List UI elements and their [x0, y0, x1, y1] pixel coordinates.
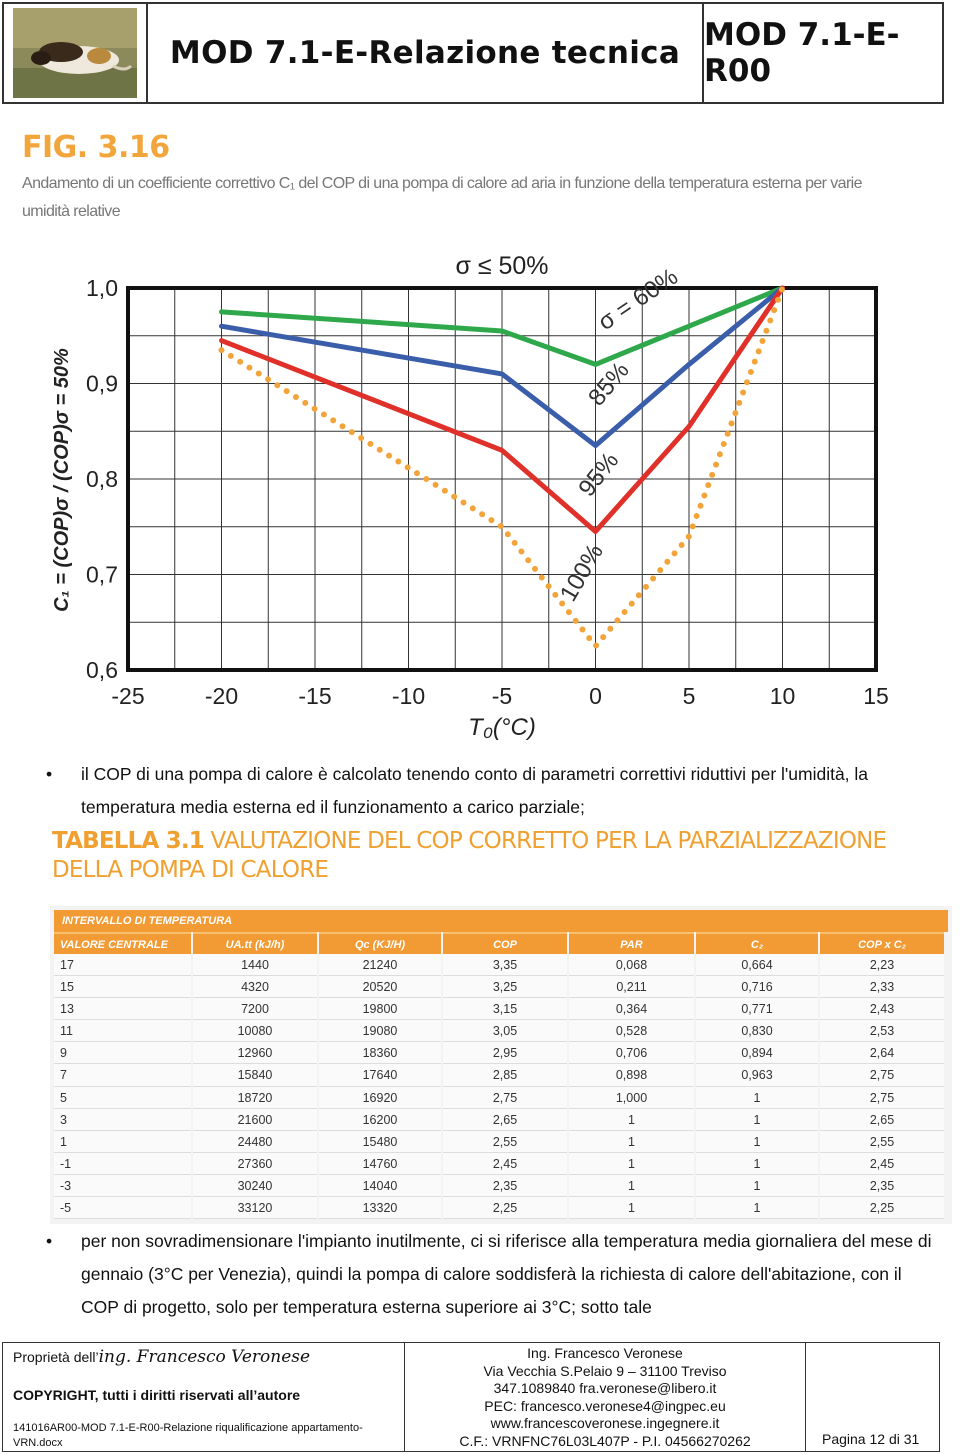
- table-group-header: INTERVALLO DI TEMPERATURA: [54, 910, 948, 932]
- table-cell: 2,65: [443, 1109, 567, 1131]
- y-axis-label: C₁ = (COP)σ / (COP)σ = 50%: [51, 348, 73, 612]
- table-cell: 3,05: [443, 1020, 567, 1042]
- x-tick-label: 5: [682, 683, 696, 709]
- contact-line: Via Vecchia S.Pelaio 9 – 31100 Treviso: [483, 1362, 727, 1379]
- table-row: [54, 998, 948, 1020]
- table-cell: 2,95: [443, 1042, 567, 1064]
- y-tick-label: 0,9: [86, 370, 118, 397]
- table-cell: 0,664: [696, 954, 818, 976]
- footer-filename: 141016AR00-MOD 7.1-E-R00-Relazione riqualificazione appartamento-VRN.docx: [13, 1422, 363, 1449]
- table-cell: 2,33: [820, 976, 944, 998]
- bullet-text: il COP di una pompa di calore è calcolato tenendo conto di parametri correttivi riduttivi per l'umidità, la temperatura media esterna ed il funzionamento a carico parziale;: [81, 764, 869, 817]
- table-cell: 16920: [319, 1087, 441, 1109]
- table-cell: 15: [54, 976, 191, 998]
- x-tick-label: 0: [589, 683, 602, 709]
- x-tick-label: -15: [298, 683, 332, 709]
- table-cell: 1: [569, 1131, 694, 1153]
- table-cell: 1: [696, 1131, 818, 1153]
- x-axis-label: T₀(°C): [468, 714, 536, 741]
- table-row: [54, 1064, 948, 1086]
- table-header-cell: VALORE CENTRALE: [54, 932, 191, 954]
- y-tick-label: 0,6: [86, 657, 118, 683]
- table-cell: 1: [569, 1109, 694, 1131]
- table-cell: 2,53: [820, 1020, 944, 1042]
- table-cell: 4320: [193, 976, 317, 998]
- series-label: 85%: [583, 357, 635, 412]
- bullet-dot: •: [46, 1231, 53, 1251]
- table-cell: 2,75: [820, 1064, 944, 1086]
- table-cell: 0,771: [696, 998, 818, 1020]
- table-cell: 11: [54, 1020, 191, 1042]
- table-cell: 18360: [319, 1042, 441, 1064]
- table-header-cell: C₂: [696, 932, 818, 954]
- table-header-cell: COP: [443, 932, 567, 954]
- x-tick-label: -5: [491, 683, 513, 709]
- table-cell: -1: [54, 1153, 191, 1175]
- cop-correction-chart: [40, 240, 920, 750]
- table-cell: 20520: [319, 976, 441, 998]
- table-cell: 1,000: [569, 1087, 694, 1109]
- contact-line: PEC: francesco.veronese4@ingpec.eu: [484, 1397, 726, 1414]
- table-cell: 3: [54, 1109, 191, 1131]
- table-row: [54, 1020, 948, 1042]
- table-cell: 19800: [319, 998, 441, 1020]
- table-cell: 2,55: [820, 1131, 944, 1153]
- contact-line: www.francescoveronese.ingegnere.it: [490, 1415, 720, 1432]
- table-cell: 1: [696, 1175, 818, 1197]
- table-cell: -3: [54, 1175, 191, 1197]
- table-cell: 7: [54, 1064, 191, 1086]
- contact-line: 347.1089840 fra.veronese@libero.it: [493, 1380, 717, 1397]
- footer-contact-cell: [405, 1343, 806, 1451]
- table-cell: 1: [696, 1087, 818, 1109]
- table-cell: 0,211: [569, 976, 694, 998]
- y-tick-label: 0,7: [86, 561, 118, 588]
- figure-label: FIG. 3.16: [22, 130, 170, 165]
- table-cell: 17: [54, 954, 191, 976]
- table-cell: 2,75: [443, 1087, 567, 1109]
- y-tick-label: 1,0: [86, 275, 118, 301]
- dog-photo-logo: [13, 8, 137, 98]
- table-row: [54, 976, 948, 998]
- figure-caption: Andamento di un coefficiente correttivo C₁ del COP di una pompa di calore ad aria in funzione della temperatura esterna per varie umidità relative: [22, 175, 862, 220]
- table-cell: 18720: [193, 1087, 317, 1109]
- table-cell: 10080: [193, 1020, 317, 1042]
- table-cell: 5: [54, 1087, 191, 1109]
- table-row: [54, 1197, 948, 1219]
- table-row: [54, 1175, 948, 1197]
- footer-copyright: COPYRIGHT, tutti i diritti riservati all’autore: [13, 1387, 301, 1403]
- table-cell: 0,528: [569, 1020, 694, 1042]
- table-cell: 21240: [319, 954, 441, 976]
- footer-page-cell: [806, 1343, 939, 1451]
- footer-ownership: Proprietà dell’ing. Francesco Veronese: [13, 1347, 311, 1367]
- table-cell: 19080: [319, 1020, 441, 1042]
- table-header-cell: UA.tt (kJ/h): [193, 932, 317, 954]
- table-cell: 2,55: [443, 1131, 567, 1153]
- table-cell: 14040: [319, 1175, 441, 1197]
- table-cell: 13: [54, 998, 191, 1020]
- document-title: MOD 7.1-E-Relazione tecnica: [148, 4, 704, 102]
- table-cell: 17640: [319, 1064, 441, 1086]
- table-title-line2: DELLA POMPA DI CALORE: [52, 857, 329, 883]
- table-cell: 3,15: [443, 998, 567, 1020]
- table-cell: 0,716: [696, 976, 818, 998]
- table-header-cell: COP x C₂: [820, 932, 944, 954]
- header-logo-cell: [4, 4, 148, 102]
- table-cell: 1: [696, 1153, 818, 1175]
- table-row: [54, 954, 948, 976]
- table-row: [54, 1087, 948, 1109]
- table-cell: 1: [569, 1153, 694, 1175]
- series-label: σ = 60%: [593, 263, 683, 336]
- table-cell: 15840: [193, 1064, 317, 1086]
- table-cell: 0,830: [696, 1020, 818, 1042]
- table-cell: 2,45: [443, 1153, 567, 1175]
- x-tick-label: 15: [863, 683, 889, 709]
- y-tick-label: 0,8: [86, 466, 118, 492]
- table-cell: 13320: [319, 1197, 441, 1219]
- contact-line: C.F.: VRNFNC76L03L407P - P.I. 04566270262: [459, 1432, 751, 1449]
- series-label: 100%: [554, 539, 609, 607]
- table-cell: -5: [54, 1197, 191, 1219]
- table-cell: 2,75: [820, 1087, 944, 1109]
- table-cell: 2,35: [443, 1175, 567, 1197]
- table-cell: 1: [569, 1175, 694, 1197]
- table-cell: 24480: [193, 1131, 317, 1153]
- table-header-cell: PAR: [569, 932, 694, 954]
- table-cell: 33120: [193, 1197, 317, 1219]
- table-cell: 3,35: [443, 954, 567, 976]
- table-cell: 9: [54, 1042, 191, 1064]
- table-cell: 27360: [193, 1153, 317, 1175]
- table-header-cell: Qc (KJ/H): [319, 932, 441, 954]
- bullet-dot: •: [46, 764, 53, 784]
- table-cell: 0,706: [569, 1042, 694, 1064]
- table-cell: 1: [54, 1131, 191, 1153]
- table-cell: 15480: [319, 1131, 441, 1153]
- x-tick-label: -10: [391, 683, 426, 709]
- table-cell: 12960: [193, 1042, 317, 1064]
- bullet-text: per non sovradimensionare l'impianto inutilmente, ci si riferisce alla temperatura media giornaliera del mese di gennaio (3°C per Venezia), quindi la pompa di calore soddisferà la richiesta di calore dell'abitazione, con il COP di progetto, solo per temperatura esterna superiore ai 3°C; sotto tale: [81, 1231, 932, 1317]
- chart-title: σ ≤ 50%: [455, 252, 549, 280]
- table-title-label: TABELLA 3.1 VALUTAZIONE DEL COP CORRETTO PER LA PARZIALIZZAZIONE: [52, 828, 887, 854]
- table-cell: 0,364: [569, 998, 694, 1020]
- table-body: [54, 954, 948, 1219]
- x-tick-label: -25: [111, 683, 145, 709]
- table-row: [54, 1109, 948, 1131]
- table-cell: 0,898: [569, 1064, 694, 1086]
- contact-line: Ing. Francesco Veronese: [527, 1345, 683, 1361]
- table-cell: 16200: [319, 1109, 441, 1131]
- table-cell: 1: [696, 1109, 818, 1131]
- table-cell: 2,25: [443, 1197, 567, 1219]
- table-cell: 2,45: [820, 1153, 944, 1175]
- table-cell: 2,43: [820, 998, 944, 1020]
- author-signature: ing. Francesco Veronese: [98, 1347, 311, 1367]
- table-cell: 14760: [319, 1153, 441, 1175]
- table-row: [54, 1042, 948, 1064]
- footer-owner-cell: [3, 1343, 405, 1451]
- table-cell: 30240: [193, 1175, 317, 1197]
- series-label: 95%: [573, 447, 625, 502]
- table-cell: 1440: [193, 954, 317, 976]
- table-cell: 0,963: [696, 1064, 818, 1086]
- table-title: [52, 827, 886, 885]
- table-cell: 2,23: [820, 954, 944, 976]
- table-cell: 2,25: [820, 1197, 944, 1219]
- table-cell: 7200: [193, 998, 317, 1020]
- page-header: [2, 2, 944, 104]
- cop-table: [50, 906, 952, 1224]
- table-cell: 1: [696, 1197, 818, 1219]
- table-row: [54, 1153, 948, 1175]
- page-number: Pagina 12 di 31: [822, 1431, 920, 1447]
- table-cell: 3,25: [443, 976, 567, 998]
- table-cell: 2,65: [820, 1109, 944, 1131]
- table-cell: 1: [569, 1197, 694, 1219]
- x-tick-label: 10: [769, 683, 796, 709]
- document-code: MOD 7.1-E-R00: [704, 17, 900, 89]
- table-cell: 0,068: [569, 954, 694, 976]
- page-footer: [2, 1342, 940, 1452]
- table-row: [54, 1131, 948, 1153]
- table-cell: 2,85: [443, 1064, 567, 1086]
- table-cell: 2,64: [820, 1042, 944, 1064]
- table-cell: 21600: [193, 1109, 317, 1131]
- table-cell: 2,35: [820, 1175, 944, 1197]
- table-header-row: [54, 932, 948, 954]
- table-cell: 0,894: [696, 1042, 818, 1064]
- x-tick-label: -20: [204, 683, 239, 709]
